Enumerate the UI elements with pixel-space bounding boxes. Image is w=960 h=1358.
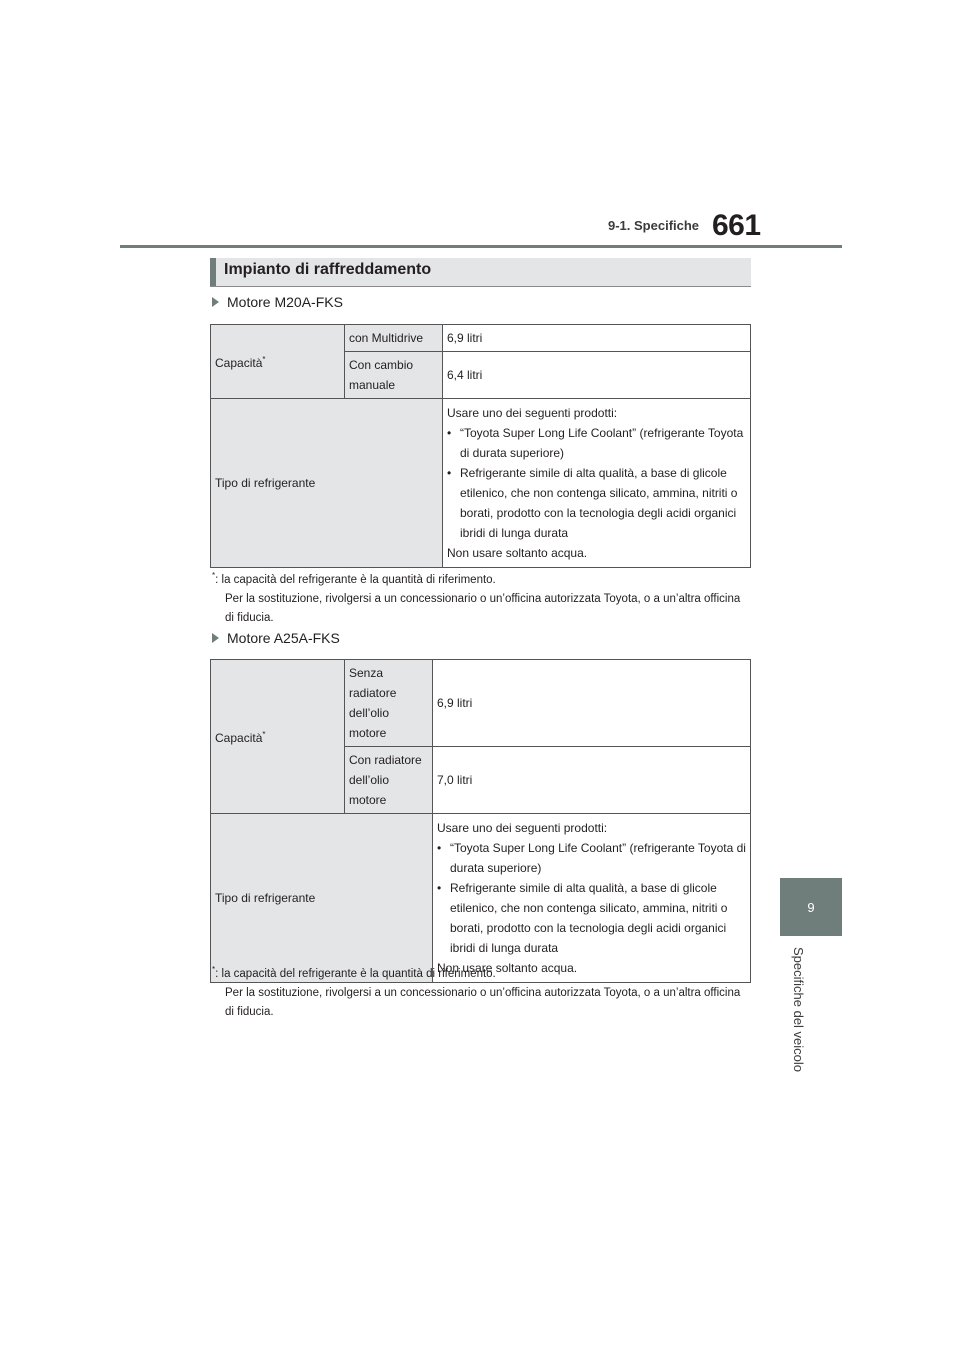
coolant-intro: Usare uno dei seguenti prodotti: [447,406,618,420]
chapter-tab: 9 [780,878,842,936]
engine-heading-1 [212,294,343,310]
capacity-label-cell [211,660,345,814]
page-number: 661 [712,209,761,242]
coolant-label-cell: Tipo di refrigerante [211,399,443,568]
section-title-bar [210,258,751,287]
value-cell: 6,4 litri [443,352,751,399]
spec-table-2 [210,659,751,983]
footnote-marker: * [262,730,266,739]
footnote-1 [212,566,752,628]
value-cell: 7,0 litri [433,747,751,814]
footnote-line: Per la sostituzione, rivolgersi a un concessionario o un’officina autorizzata Toyota, o a un’altra officina di fiducia. [225,986,741,1018]
coolant-intro: Usare uno dei seguenti prodotti: [437,821,608,835]
variant-cell: Senza radiatore dell’olio motore [345,660,433,747]
footnote-marker: * [212,571,216,580]
coolant-list [447,423,746,543]
footnote-line: : la capacità del refrigerante è la quantità di riferimento. [215,573,496,586]
value-cell: 6,9 litri [433,660,751,747]
chapter-label: Specifiche del veicolo [791,947,806,1073]
capacity-label: Capacità [215,731,263,745]
table-row [211,660,751,747]
footnote-marker: * [262,355,266,364]
coolant-list [437,838,746,958]
list-item: • “Toyota Super Long Life Coolant” (refrigerante Toyota di durata superiore) [437,838,746,878]
table-row [211,814,751,983]
table-row [211,325,751,352]
engine-heading-2 [212,630,340,646]
coolant-label-cell: Tipo di refrigerante [211,814,433,983]
spec-table-1 [210,324,751,568]
triangle-bullet-icon [212,633,219,643]
footnote-line: : la capacità del refrigerante è la quantità di riferimento. [215,967,496,980]
coolant-warning: Non usare soltanto acqua. [447,546,588,560]
table-row [211,399,751,568]
list-item: • “Toyota Super Long Life Coolant” (refrigerante Toyota di durata superiore) [447,423,746,463]
coolant-warning: Non usare soltanto acqua. [437,961,578,975]
coolant-description-cell [443,399,751,568]
list-item: • Refrigerante simile di alta qualità, a base di glicole etilenico, che non contenga silicato, ammina, nitriti o borati, prodotto con la tecnologia degli acidi organici ibridi di lunga durata [437,878,746,958]
variant-cell: con Multidrive [345,325,443,352]
engine-name: Motore A25A-FKS [227,630,340,646]
triangle-bullet-icon [212,297,219,307]
section-title: Impianto di raffreddamento [224,261,432,278]
footnote-marker: * [212,965,216,974]
engine-name: Motore M20A-FKS [227,294,343,310]
coolant-description-cell [433,814,751,983]
value-cell: 6,9 litri [443,325,751,352]
header-rule [120,245,842,248]
list-item: • Refrigerante simile di alta qualità, a base di glicole etilenico, che non contenga silicato, ammina, nitriti o borati, prodotto con la tecnologia degli acidi organici ibridi di lunga durata [447,463,746,543]
capacity-label: Capacità [215,356,263,370]
title-marker [210,258,216,286]
variant-cell: Con radiatore dell’olio motore [345,747,433,814]
section-label: 9-1. Specifiche [608,218,700,233]
footnote-2 [212,960,752,1022]
capacity-label-cell [211,325,345,399]
variant-cell: Con cambio manuale [345,352,443,399]
footnote-line: Per la sostituzione, rivolgersi a un concessionario o un’officina autorizzata Toyota, o a un’altra officina di fiducia. [225,592,741,624]
